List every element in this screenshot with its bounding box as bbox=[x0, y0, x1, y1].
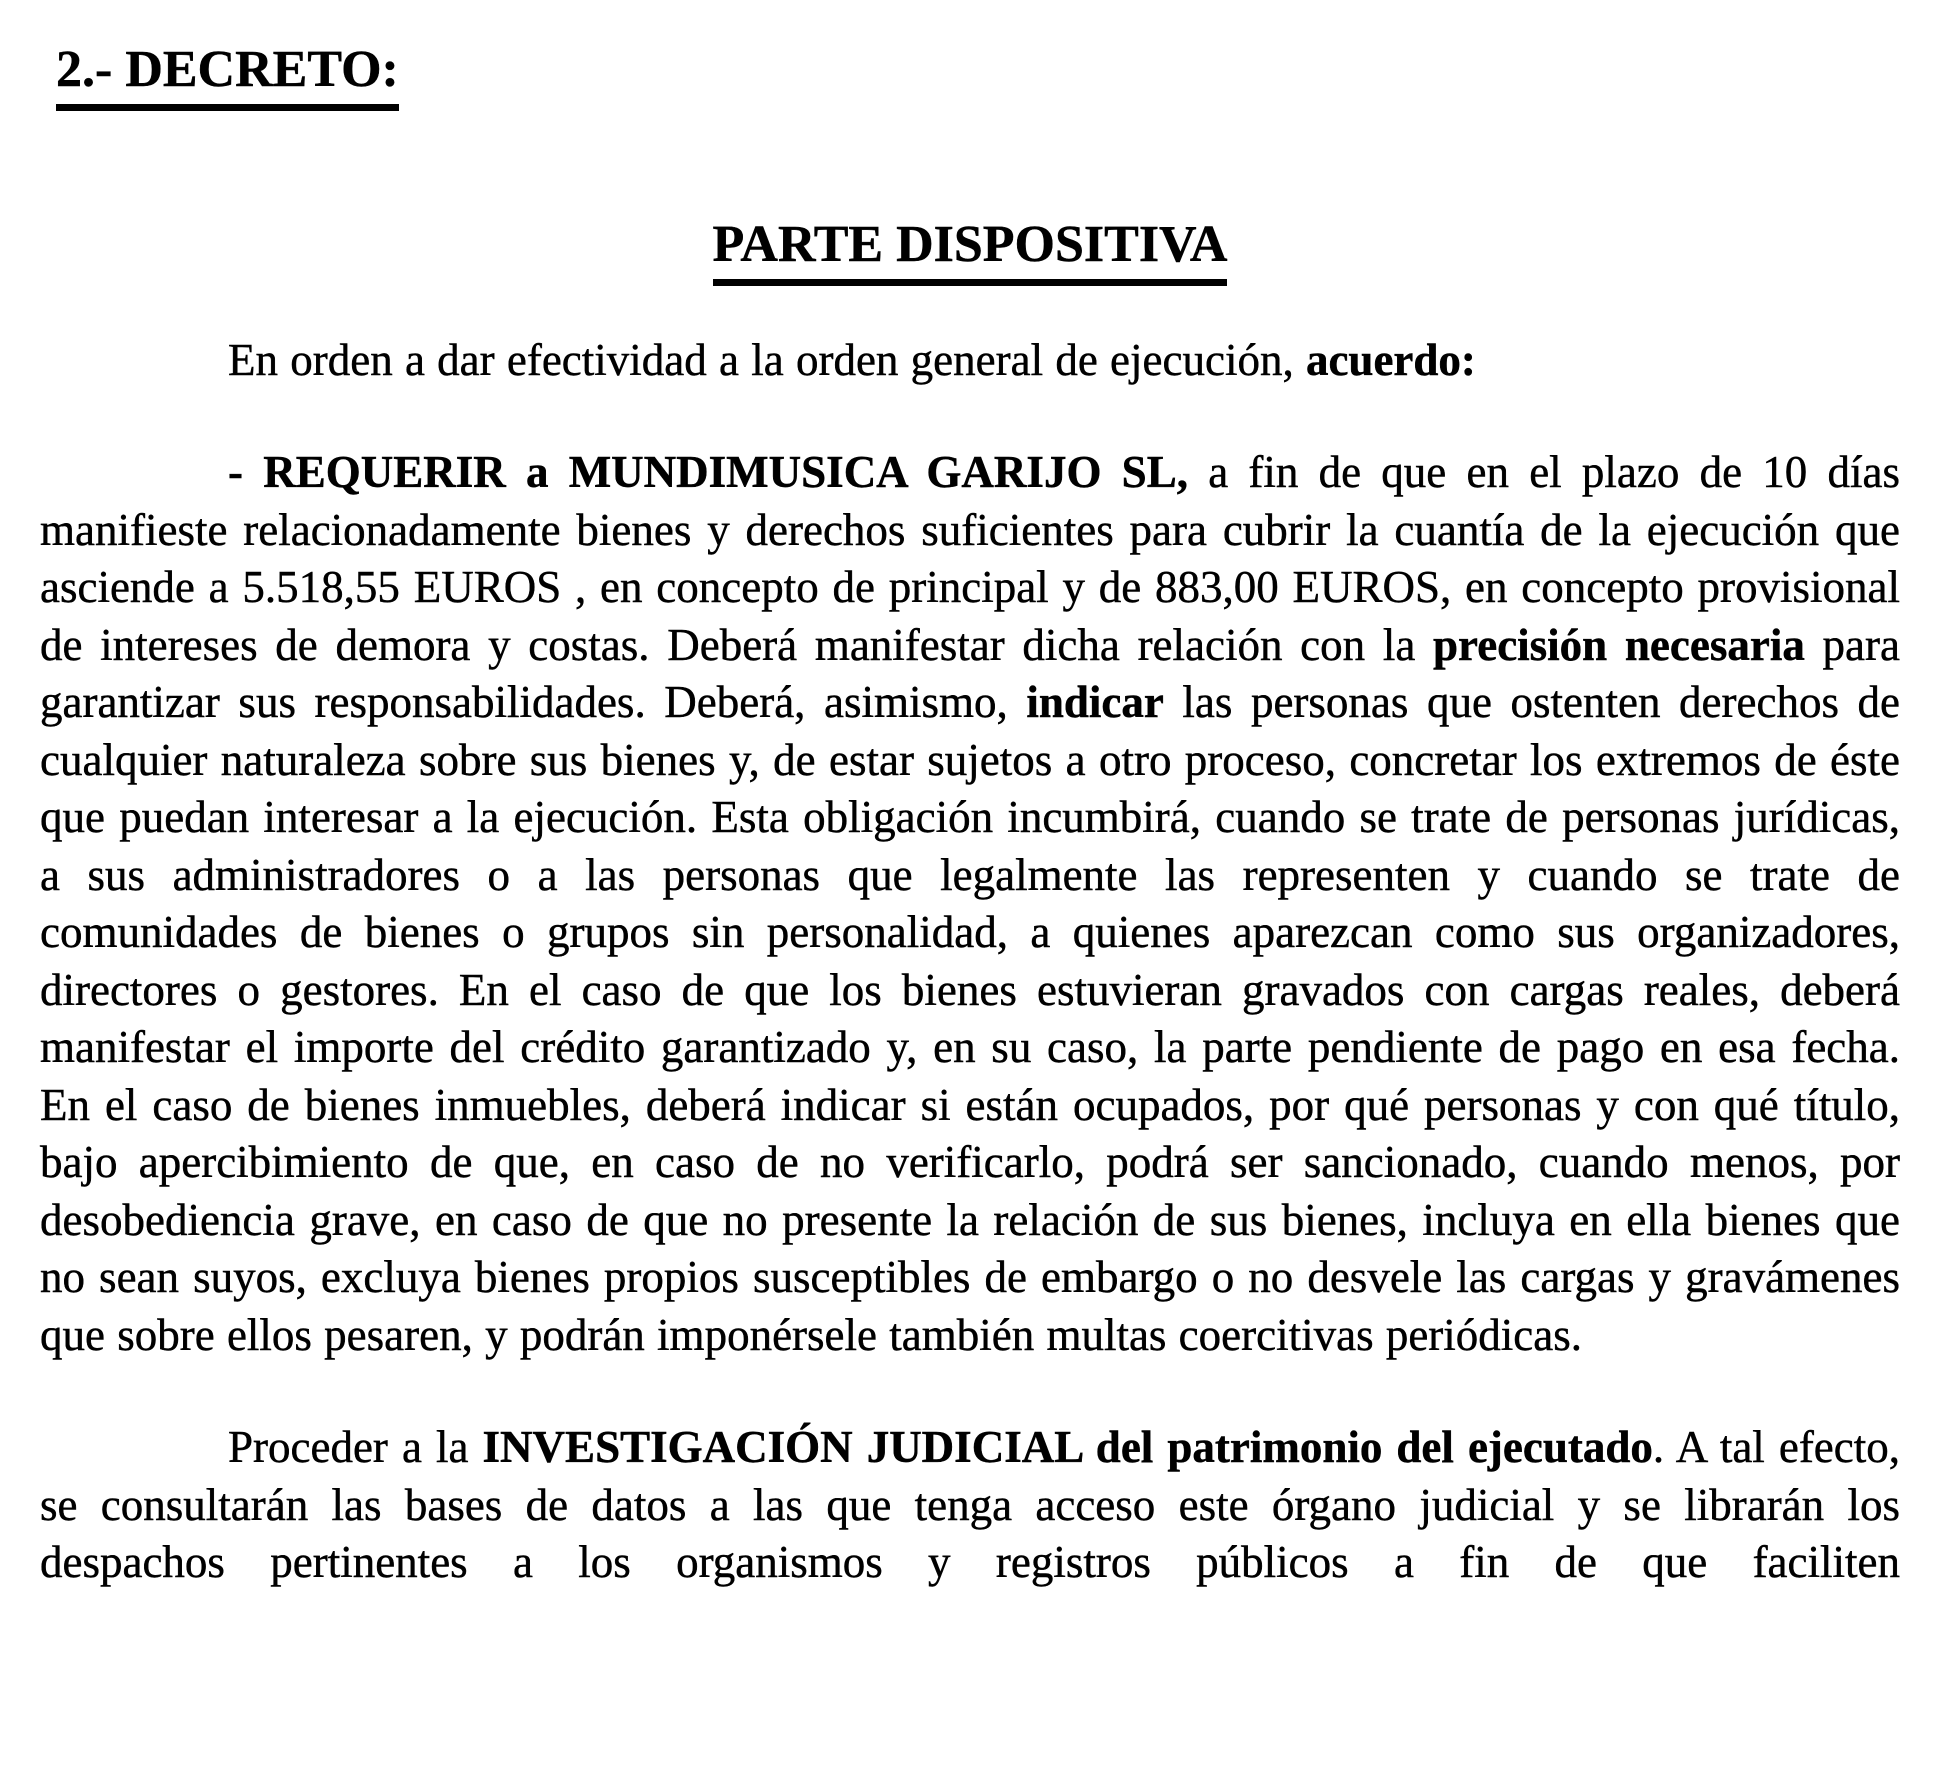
text-run: . A tal efecto, se consultarán las bases de datos a las que tenga acceso este órgano judicial y se librarán los despachos pertinentes a los organismos y registros públicos a fin de que faciliten bbox=[40, 1422, 1901, 1588]
parte-dispositiva-heading-text: PARTE DISPOSITIVA bbox=[713, 215, 1228, 286]
text-run: para garantizar sus responsabilidades. Deberá, asimismo, bbox=[40, 619, 1900, 728]
text-run: En orden a dar efectividad a la orden general de ejecución, bbox=[228, 334, 1306, 385]
text-run-bold: - REQUERIR a MUNDIMUSICA GARIJO SL, bbox=[228, 447, 1188, 498]
text-run-bold: precisión necesaria bbox=[1433, 619, 1805, 670]
paragraph-requerir bbox=[40, 444, 1900, 1364]
section-heading-text: 2.- DECRETO: bbox=[56, 40, 399, 111]
section-heading bbox=[56, 40, 1900, 111]
text-run-bold: acuerdo: bbox=[1305, 334, 1476, 385]
parte-dispositiva-heading bbox=[40, 215, 1900, 286]
text-run: a fin de que en el plazo de 10 días manifieste relacionadamente bienes y derechos suficientes para cubrir la cuantía de la ejecución que asciende a 5.518,55 EUROS , en concepto de principal y de 883,00 EUROS, en concepto provisional de intereses de demora y costas. Deberá manifestar dicha relación con la bbox=[40, 447, 1901, 670]
paragraph-investigacion bbox=[40, 1419, 1900, 1592]
paragraph-acuerdo bbox=[40, 332, 1900, 390]
text-run: las personas que ostenten derechos de cualquier naturaleza sobre sus bienes y, de estar sujetos a otro proceso, concretar los extremos de éste que puedan interesar a la ejecución. Esta obligación incumbirá, cuando se trate de personas jurídicas, a sus administradores o a las personas que legalmente las representen y cuando se trate de comunidades de bienes o grupos sin personalidad, a quienes aparezcan como sus organizadores, directores o gestores. En el caso de que los bienes estuvieran gravados con cargas reales, deberá manifestar el importe del crédito garantizado y, en su caso, la parte pendiente de pago en esa fecha. En el caso de bienes inmuebles, deberá indicar si están ocupados, por qué personas y con qué título, bajo apercibimiento de que, en caso de no verificarlo, podrá ser sancionado, cuando menos, por desobediencia grave, en caso de que no presente la relación de sus bienes, incluya en ella bienes que no sean suyos, excluya bienes propios susceptibles de embargo o no desvele las cargas y gravámenes que sobre ellos pesaren, y podrán imponérsele también multas coercitivas periódicas. bbox=[40, 677, 1900, 1360]
text-run: Proceder a la bbox=[228, 1422, 483, 1473]
text-run-bold: INVESTIGACIÓN JUDICIAL del patrimonio del ejecutado bbox=[482, 1422, 1653, 1473]
text-run-bold: indicar bbox=[1026, 677, 1164, 728]
scanned-legal-document-page bbox=[0, 40, 1944, 1592]
